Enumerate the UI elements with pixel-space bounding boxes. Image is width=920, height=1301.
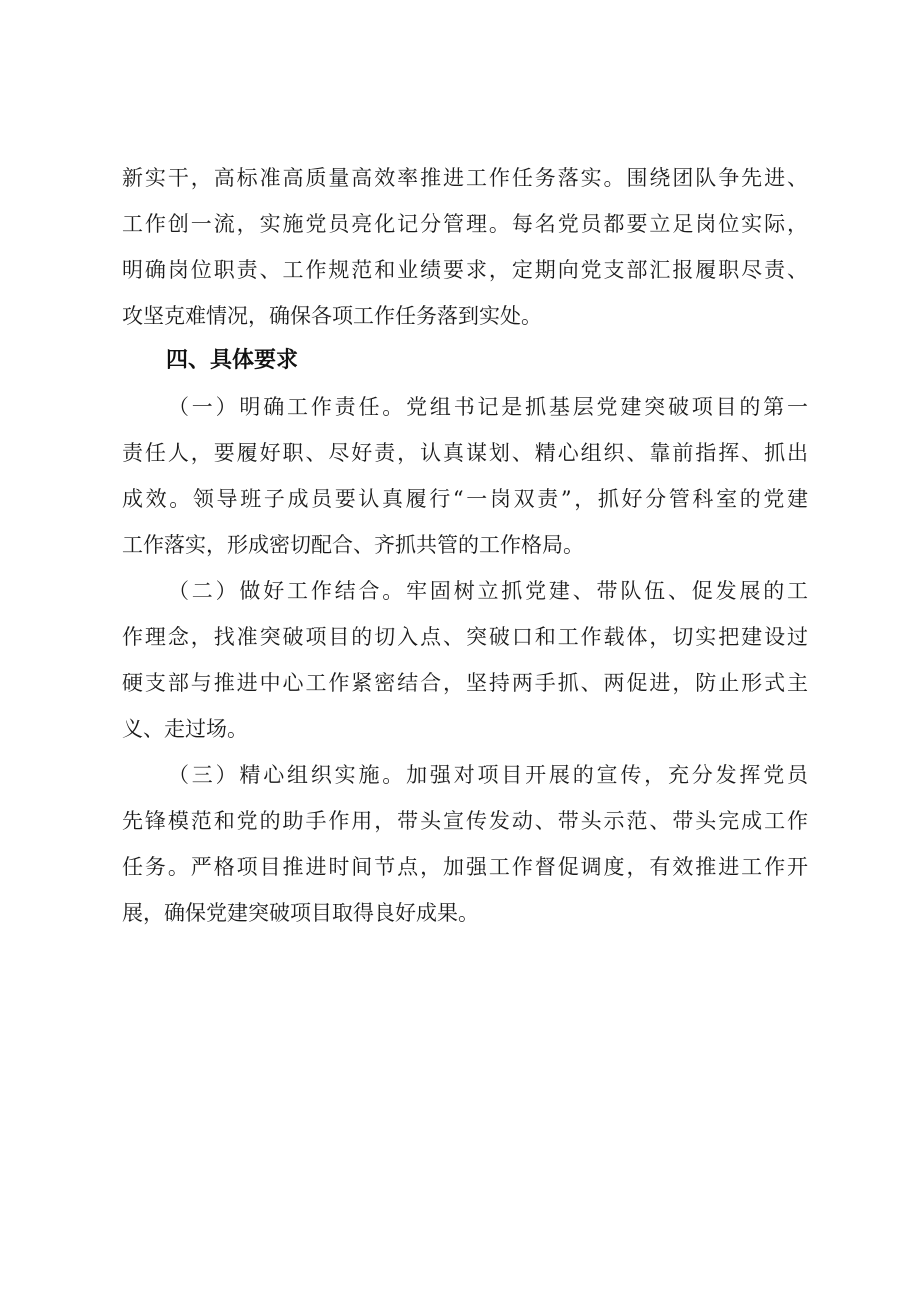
- para1-line-1: （一）明确工作责任。党组书记是抓基层党建突破项目的第一: [168, 395, 808, 419]
- para3-line-3: 任务。严格项目推进时间节点，加强工作督促调度，有效推进工作开: [122, 855, 808, 879]
- para3-line-2: 先锋模范和党的助手作用，带头宣传发动、带头示范、带头完成工作: [122, 809, 808, 833]
- intro-line-4: 攻坚克难情况，确保各项工作任务落到实处。: [122, 304, 542, 328]
- para1-line-3: 成效。领导班子成员要认真履行“一岗双责”，抓好分管科室的党建: [122, 487, 808, 511]
- para2-line-1: （二）做好工作结合。牢固树立抓党建、带队伍、促发展的工: [168, 579, 808, 603]
- para2-line-2: 作理念，找准突破项目的切入点、突破口和工作载体，切实把建设过: [122, 625, 808, 649]
- section-heading: 四、具体要求: [166, 348, 299, 373]
- para2-line-3: 硬支部与推进中心工作紧密结合，坚持两手抓、两促进，防止形式主: [122, 671, 808, 695]
- intro-line-3: 明确岗位职责、工作规范和业绩要求，定期向党支部汇报履职尽责、: [122, 258, 808, 282]
- para1-line-4: 工作落实，形成密切配合、齐抓共管的工作格局。: [122, 533, 584, 557]
- para1-line-2: 责任人，要履好职、尽好责，认真谋划、精心组织、靠前指挥、抓出: [122, 441, 808, 465]
- intro-line-1: 新实干，高标准高质量高效率推进工作任务落实。围绕团队争先进、: [122, 166, 808, 190]
- para3-line-1: （三）精心组织实施。加强对项目开展的宣传，充分发挥党员: [168, 763, 808, 787]
- para3-line-4: 展，确保党建突破项目取得良好成果。: [122, 901, 479, 925]
- intro-line-2: 工作创一流，实施党员亮化记分管理。每名党员都要立足岗位实际，: [122, 212, 808, 236]
- para2-line-4: 义、走过场。: [122, 717, 248, 741]
